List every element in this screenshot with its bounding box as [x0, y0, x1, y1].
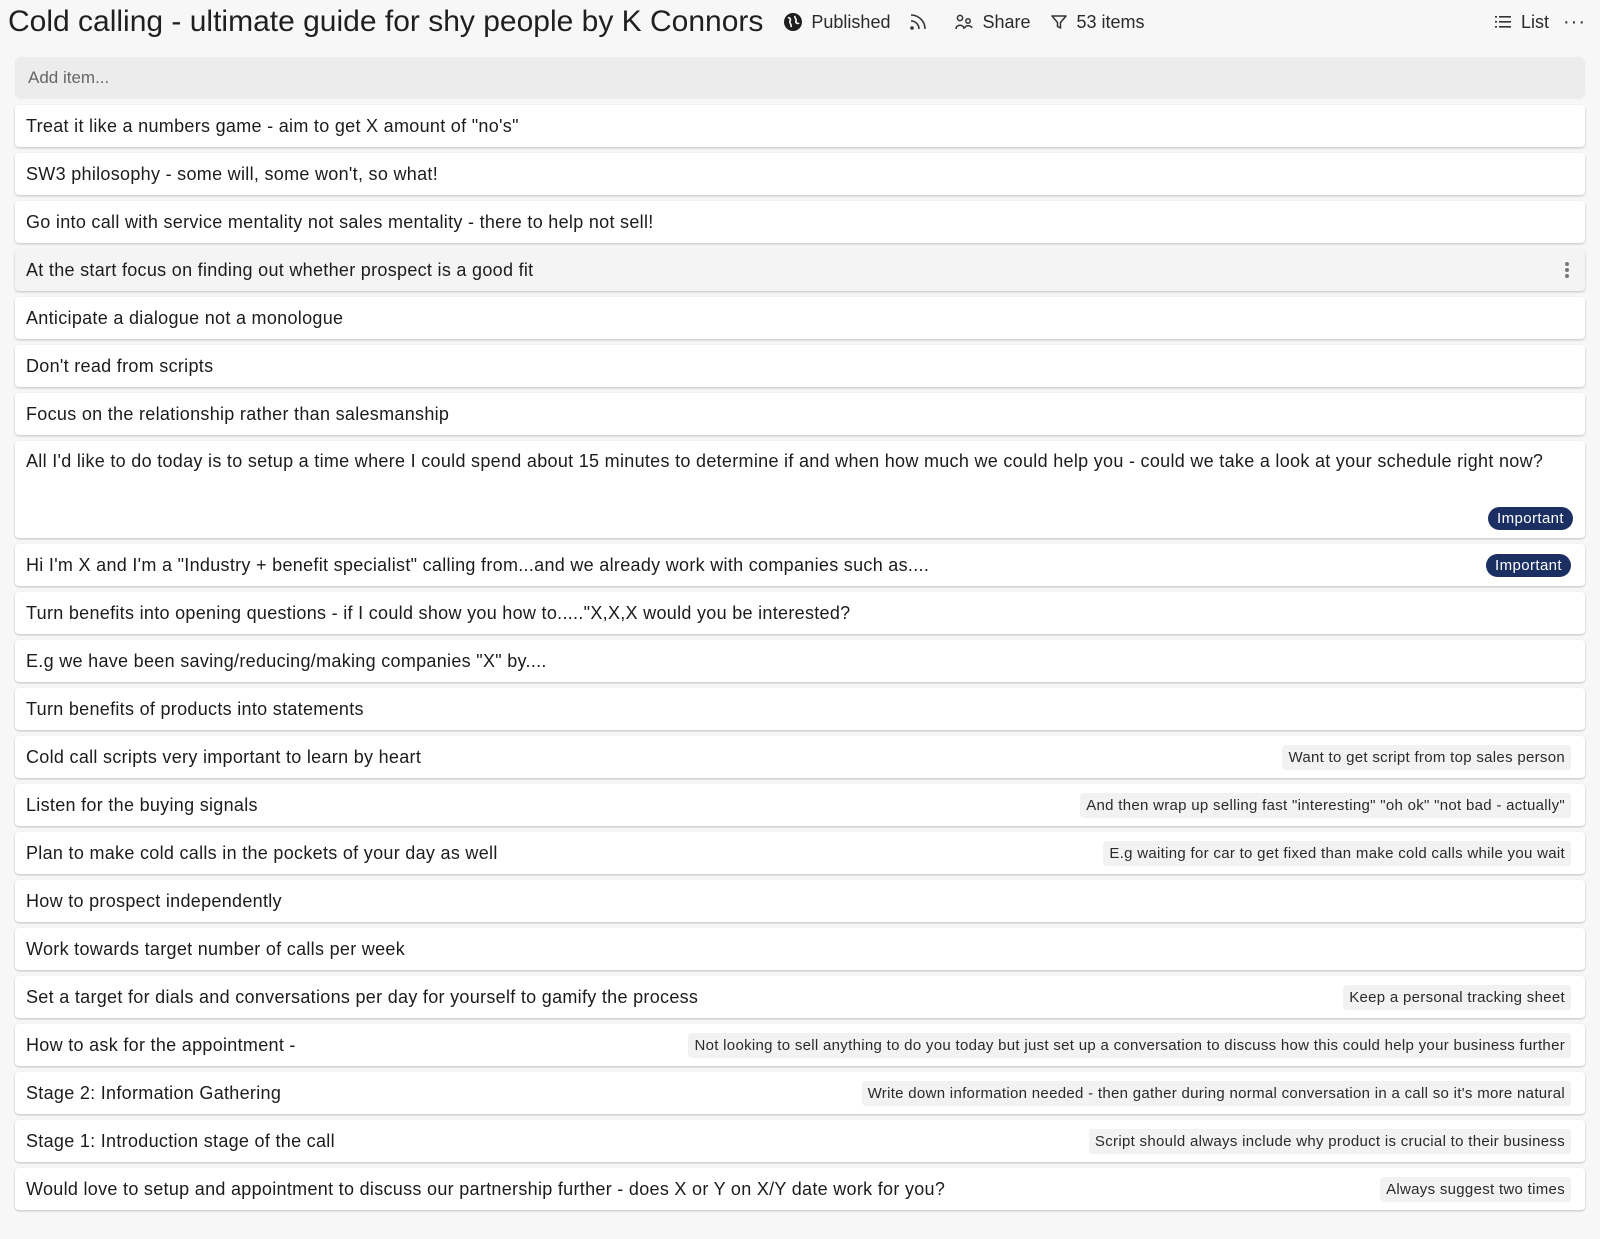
- list-item[interactable]: [15, 736, 1585, 778]
- list-item-note: Write down information needed - then gather during normal conversation in a call so it's more natural: [862, 1081, 1571, 1106]
- list-item[interactable]: [15, 153, 1585, 195]
- drag-handle-dot: [1565, 274, 1569, 278]
- list-item-text: SW3 philosophy - some will, some won't, so what!: [26, 163, 438, 184]
- list-item-text: Would love to setup and appointment to discuss our partnership further - does X or Y on X/Y date work for you?: [26, 1178, 946, 1199]
- published-label: Published: [811, 11, 891, 32]
- add-item-input[interactable]: [15, 57, 1585, 99]
- list-item-text: Turn benefits into opening questions - if I could show you how to....."X,X,X would you be interested?: [26, 602, 851, 623]
- list-item-text: Listen for the buying signals: [26, 794, 258, 815]
- list-item-text: Go into call with service mentality not sales mentality - there to help not sell!: [26, 211, 654, 232]
- filter-button[interactable]: [1049, 12, 1145, 33]
- list-item[interactable]: [15, 832, 1585, 874]
- list-icon: [1493, 12, 1513, 32]
- list-item-note: Not looking to sell anything to do you today but just set up a conversation to discuss how this could help your business further: [688, 1033, 1571, 1058]
- more-options-icon[interactable]: ···: [1563, 10, 1586, 33]
- share-button[interactable]: [954, 12, 1030, 33]
- list-item[interactable]: [15, 345, 1585, 387]
- list-item-text: At the start focus on finding out whether prospect is a good fit: [26, 259, 534, 280]
- list-item-text: Don't read from scripts: [26, 355, 214, 376]
- list-item[interactable]: [15, 880, 1585, 922]
- published-button[interactable]: [783, 12, 890, 33]
- list-item-note: E.g waiting for car to get fixed than make cold calls while you wait: [1103, 841, 1571, 866]
- list-item-text: Anticipate a dialogue not a monologue: [26, 307, 344, 328]
- list-item[interactable]: [15, 688, 1585, 730]
- list-item-note: Keep a personal tracking sheet: [1343, 985, 1571, 1010]
- header-bar: [0, 0, 1600, 44]
- list-item[interactable]: [15, 544, 1585, 586]
- list-item-note: Script should always include why product is crucial to their business: [1089, 1129, 1571, 1154]
- list-item-text: Plan to make cold calls in the pockets of your day as well: [26, 842, 498, 863]
- share-label: Share: [982, 11, 1031, 32]
- list-item-text: Hi I'm X and I'm a "Industry + benefit specialist" calling from...and we already work with companies such as....: [26, 554, 930, 575]
- item-list: [15, 105, 1585, 1216]
- list-item[interactable]: [15, 201, 1585, 243]
- list-item-note: And then wrap up selling fast "interesting" "oh ok" "not bad - actually": [1080, 793, 1571, 818]
- list-item-text: Turn benefits of products into statements: [26, 698, 364, 719]
- list-item[interactable]: [15, 1168, 1585, 1210]
- list-item-text: Stage 1: Introduction stage of the call: [26, 1130, 335, 1151]
- list-item-text: E.g we have been saving/reducing/making companies "X" by....: [26, 650, 547, 671]
- list-item-text: Focus on the relationship rather than salesmanship: [26, 403, 450, 424]
- list-item-text: All I'd like to do today is to setup a time where I could spend about 15 minutes to determine if and when how much we could help you - could we take a look at your schedule right now?: [26, 451, 1544, 471]
- share-icon: [954, 12, 974, 32]
- list-item[interactable]: [15, 784, 1585, 826]
- important-tag[interactable]: Important: [1486, 554, 1571, 577]
- list-item[interactable]: [15, 976, 1585, 1018]
- list-item-text: Treat it like a numbers game - aim to get X amount of "no's": [26, 115, 519, 136]
- list-item[interactable]: [15, 1120, 1585, 1162]
- list-item[interactable]: [15, 1024, 1585, 1066]
- list-item-text: Stage 2: Information Gathering: [26, 1082, 282, 1103]
- list-item[interactable]: [15, 249, 1585, 291]
- header-right: [1493, 0, 1586, 44]
- view-switcher-button[interactable]: [1493, 12, 1549, 33]
- list-item[interactable]: [15, 928, 1585, 970]
- list-item-note: Always suggest two times: [1380, 1177, 1571, 1202]
- header-actions: [783, 12, 1162, 33]
- list-item-text: How to ask for the appointment -: [26, 1034, 296, 1055]
- rss-icon: [908, 12, 928, 32]
- page-title: Cold calling - ultimate guide for shy people by K Connors: [8, 5, 764, 38]
- list-item-text: Work towards target number of calls per week: [26, 938, 406, 959]
- list-item[interactable]: [15, 1072, 1585, 1114]
- list-item[interactable]: [15, 640, 1585, 682]
- list-item[interactable]: [15, 105, 1585, 147]
- list-item[interactable]: [15, 297, 1585, 339]
- list-item[interactable]: [15, 592, 1585, 634]
- view-label: List: [1521, 11, 1550, 32]
- rss-button[interactable]: [908, 12, 936, 32]
- items-count: 53 items: [1076, 11, 1145, 32]
- filter-icon: [1049, 12, 1069, 32]
- list-item-note: Want to get script from top sales person: [1282, 745, 1571, 770]
- drag-handle-dot: [1565, 262, 1569, 266]
- drag-handle-icon[interactable]: [1563, 261, 1571, 279]
- list-item-text: Set a target for dials and conversations per day for yourself to gamify the process: [26, 986, 699, 1007]
- list-item-text: Cold call scripts very important to learn by heart: [26, 746, 422, 767]
- list-item[interactable]: [15, 393, 1585, 435]
- drag-handle-dot: [1565, 268, 1569, 272]
- list-item[interactable]: [15, 441, 1585, 538]
- list-item-text: How to prospect independently: [26, 890, 282, 911]
- globe-icon: [783, 12, 803, 32]
- important-tag[interactable]: Important: [1488, 507, 1573, 530]
